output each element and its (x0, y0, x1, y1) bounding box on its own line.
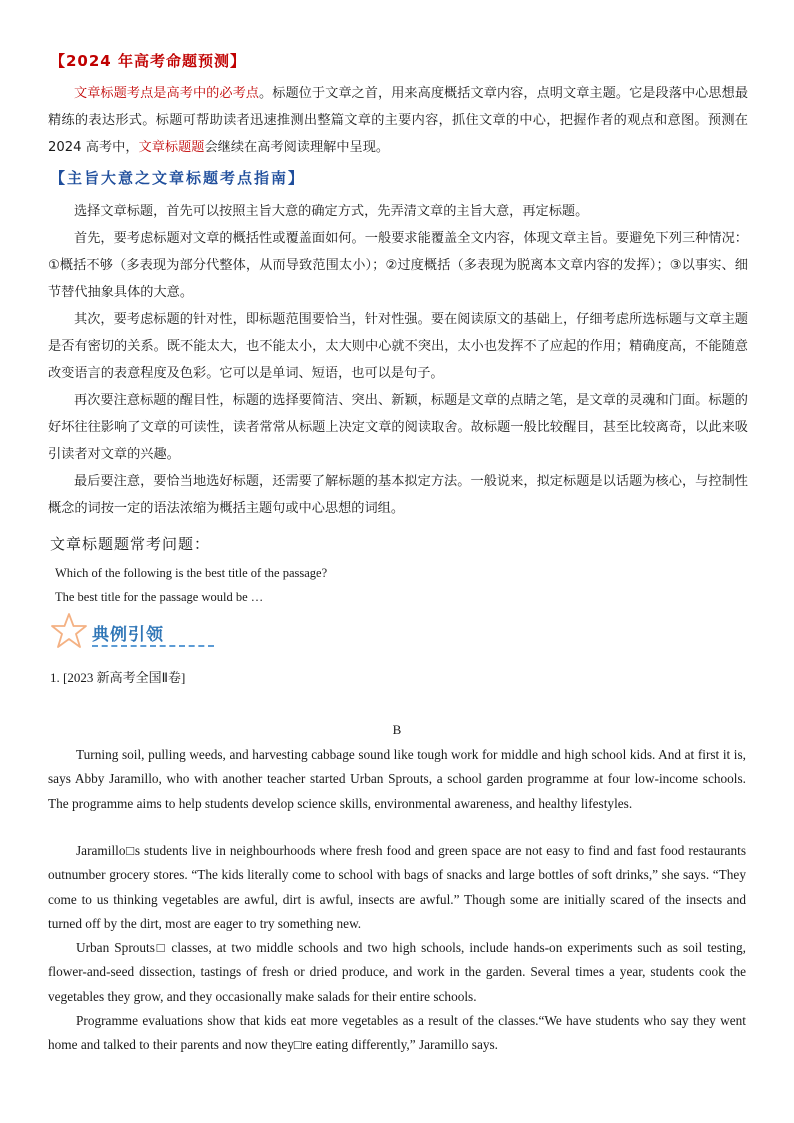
section-letter: B (392, 722, 402, 737)
body-text: 。标题位于文章之首，用来高度概括文章内容，点明文章主题。它是段落中心思想最精练的表达形式。标题可帮助读者迅速推测出整篇文章的主要内容，抓住文章的中心，把握作者的观点和意图。预测在 2024 高考中， (48, 86, 749, 155)
guide-paragraph-1: 选择文章标题，首先可以按照主旨大意的确定方式，先弄清文章的主旨大意，再定标题。 (74, 204, 589, 219)
guide-paragraph-2: 首先，要考虑标题对文章的概括性或覆盖面如何。一般要求能覆盖全文内容，体现文章主旨。要避免下列三种情况：①概括不够（多表现为部分代整体，从而导致范围太小）；②过度概括（多表现为脱离本文章内容的发挥）；③以事实、细节替代抽象具体的大意。 (48, 231, 748, 300)
guide-paragraph-3: 其次，要考虑标题的针对性，即标题范围要恰当，针对性强。要在阅读原文的基础上，仔细考虑所选标题与文章主题是否有密切的关系。既不能太大，也不能太小，太大则中心就不突出，太小也发挥不了应起的作用；精确度高，不能随意改变语言的表意程度及色彩。它可以是单词、短语，也可以是句子。 (48, 312, 748, 381)
banner-underline (92, 645, 214, 647)
highlight-text: 文章标题考点是高考中的必考点 (74, 86, 260, 101)
example-banner-label: 典例引领 (92, 625, 164, 645)
body-text: 会继续在高考阅读理解中呈现。 (204, 140, 390, 155)
example-banner (48, 612, 228, 652)
prediction-paragraph (48, 80, 748, 161)
question-number: 1. [2023 新高考全国Ⅱ卷] (50, 670, 186, 685)
passage-paragraph-2: Jaramillo□s students live in neighbourhoods where fresh food and green space are not easy to find and fast food restaurants outnumber grocery stores. “The kids literally come to school with bags of snacks and large bottles of soft drinks,” she says. “They come to us thinking vegetables are awful, dirt is awful, insects are awful.” Though some are initially scared of the insects and turned off by the dirt, most are eager to try something new. (48, 843, 746, 931)
star-icon (50, 612, 88, 650)
common-questions-heading: 文章标题题常考问题： (50, 535, 211, 553)
passage-paragraph-3: Urban Sprouts□ classes, at two middle schools and two high schools, include hands-on experiments such as soil testing, flower-and-seed dissection, tastings of fresh or dried produce, and work in the garden. Several times a year, students cook the vegetables they grow, and they occasionally make salads for their entire schools. (48, 940, 746, 1004)
guide-paragraph-4: 再次要注意标题的醒目性，标题的选择要简洁、突出、新颖，标题是文章的点睛之笔，是文章的灵魂和门面。标题的好坏往往影响了文章的可读性，读者常常从标题上决定文章的阅读取舍。故标题一般比较醒目，甚至比较离奇，以此来吸引读者对文章的兴趣。 (48, 393, 748, 462)
common-question-1: Which of the following is the best title of the passage? (55, 566, 328, 580)
prediction-heading: 【2024 年高考命题预测】 (50, 52, 246, 70)
guide-paragraph-5: 最后要注意，要恰当地选好标题，还需要了解标题的基本拟定方法。一般说来，拟定标题是以话题为核心，与控制性概念的词按一定的语法浓缩为概括主题句或中心思想的词组。 (48, 474, 748, 516)
common-question-2: The best title for the passage would be … (55, 590, 264, 604)
passage-paragraph-4: Programme evaluations show that kids eat more vegetables as a result of the classes.“We have students who say they went home and talked to their parents and now they□re eating differently,” Jaramillo says. (48, 1013, 746, 1053)
highlight-text: 文章标题题 (138, 140, 205, 155)
passage-paragraph-1: Turning soil, pulling weeds, and harvesting cabbage sound like tough work for middle and high school kids. And at first it is, says Abby Jaramillo, who with another teacher started Urban Sprouts, a school garden programme at four low-income schools. The programme aims to help students develop science skills, environmental awareness, and healthy lifestyles. (48, 747, 746, 811)
guide-heading: 【主旨大意之文章标题考点指南】 (50, 169, 306, 187)
